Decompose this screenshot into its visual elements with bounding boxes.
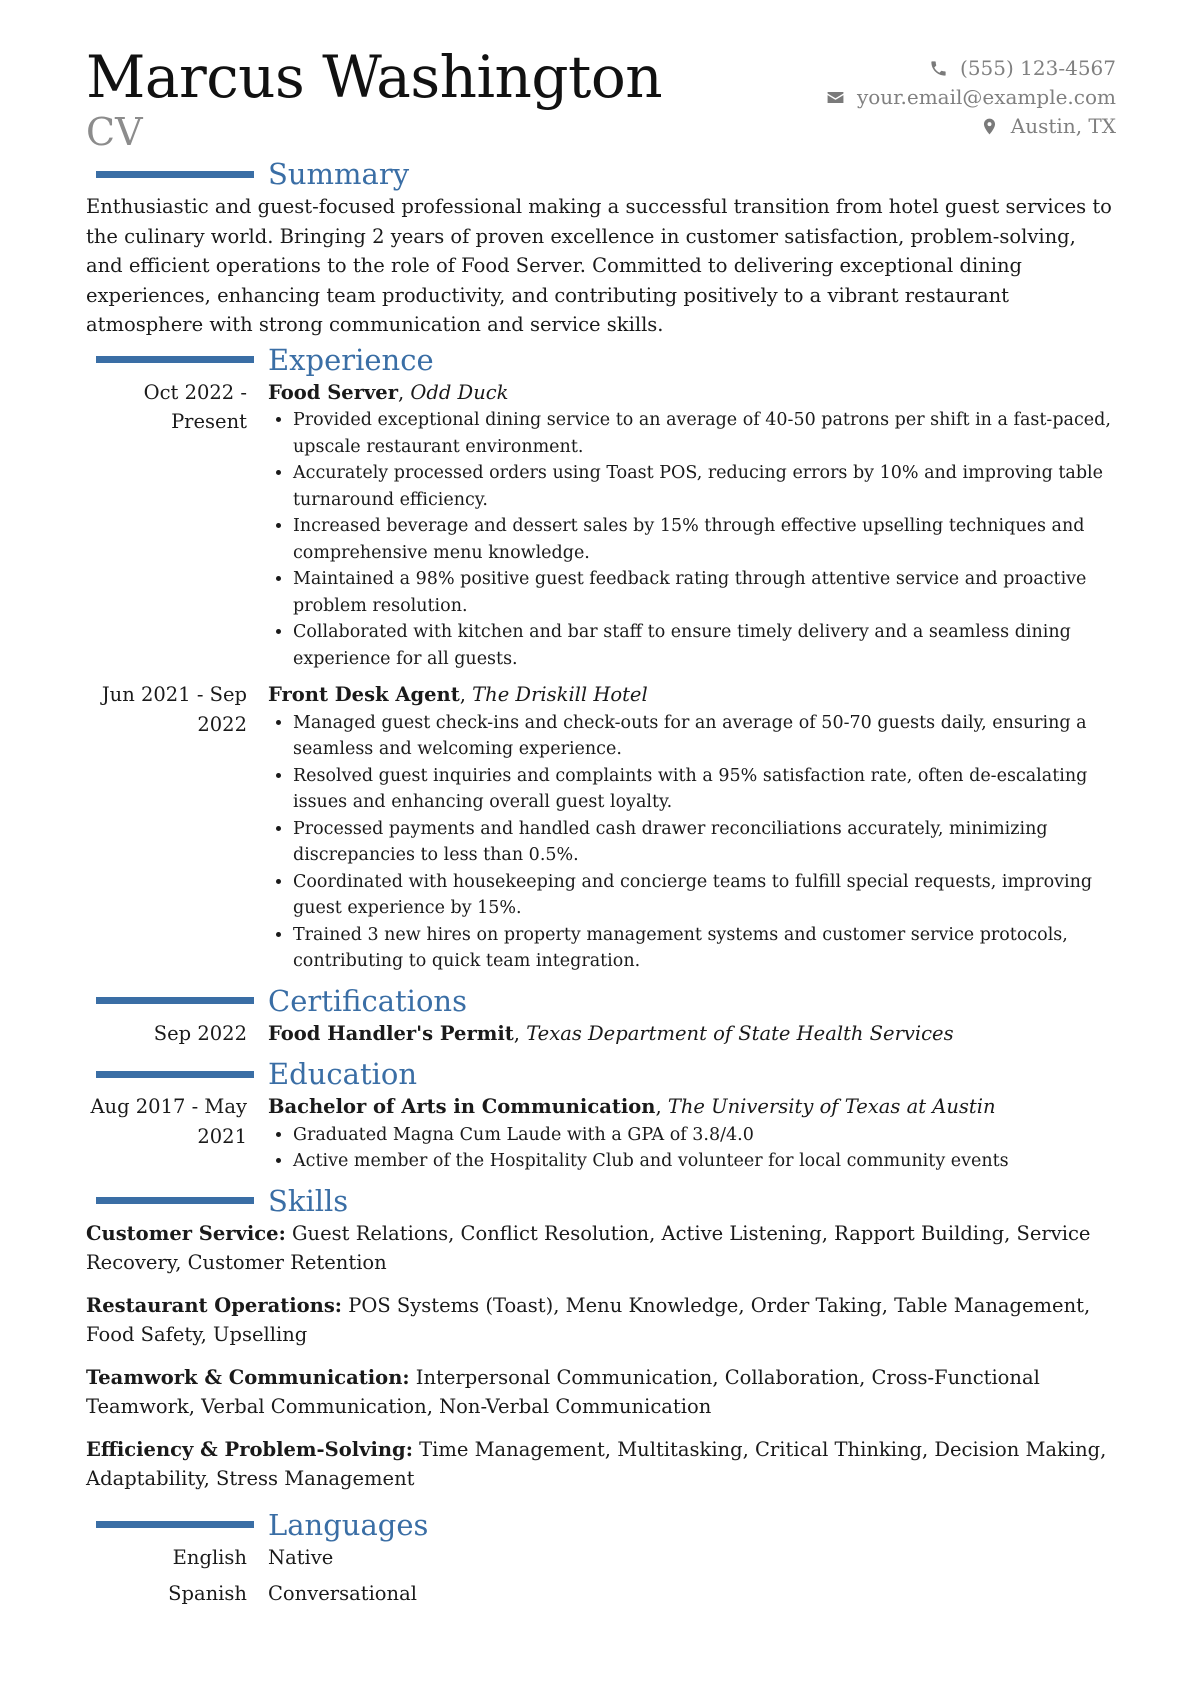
section-title: Experience bbox=[268, 342, 434, 377]
skill-text: Time Management, Multitasking, Critical Thinking, Decision Making, Adaptability, Stress Management bbox=[86, 1437, 1107, 1490]
bullet-item: • Maintained a 98% positive guest feedback rating through attentive service and proactive problem resolution. bbox=[293, 566, 1116, 619]
section-title: Summary bbox=[268, 157, 410, 191]
entry-body bbox=[268, 680, 1116, 975]
section-heading bbox=[86, 983, 1116, 1019]
section-heading bbox=[86, 342, 1116, 378]
skill-label: Efficiency & Problem-Solving: bbox=[86, 1437, 413, 1461]
section-heading bbox=[86, 1183, 1116, 1219]
certification-name: Food Handler's Permit bbox=[268, 1021, 514, 1045]
skill-text: POS Systems (Toast), Menu Knowledge, Order Taking, Table Management, Food Safety, Upselling bbox=[86, 1293, 1091, 1346]
certifications-section bbox=[86, 983, 1116, 1049]
language-row bbox=[86, 1543, 1116, 1573]
education-entry bbox=[86, 1092, 1116, 1175]
entry-body bbox=[268, 378, 1116, 673]
issuer: Texas Department of State Health Services bbox=[526, 1021, 954, 1045]
summary-text: Enthusiastic and guest-focused professional making a successful transition from hotel guest services to the culinary world. Bringing 2 years of proven excellence in customer satisfaction, problem-solving, and efficient operations to the role of Food Server. Committed to delivering exceptional dining experiences, enhancing team productivity, and contributing positively to a vibrant restaurant atmosphere with strong communication and service skills. bbox=[86, 195, 1112, 336]
cv-body bbox=[86, 156, 1116, 1616]
contact-location bbox=[826, 112, 1116, 141]
contact-block bbox=[826, 54, 1116, 141]
experience-entry bbox=[86, 378, 1116, 673]
experience-section bbox=[86, 342, 1116, 975]
employer: The Driskill Hotel bbox=[472, 683, 648, 706]
job-title: Food Server bbox=[268, 380, 398, 404]
skill-group bbox=[86, 1435, 1116, 1494]
section-title: Education bbox=[268, 1057, 418, 1091]
language-level: Native bbox=[268, 1545, 334, 1569]
bullet-list bbox=[268, 710, 1116, 975]
skill-group bbox=[86, 1363, 1116, 1422]
document-subtitle: CV bbox=[86, 110, 143, 154]
bullet-item: • Increased beverage and dessert sales by 15% through effective upselling techniques and comprehensive menu knowledge. bbox=[293, 513, 1116, 566]
language-name: Spanish bbox=[168, 1582, 247, 1605]
bullet-item: • Trained 3 new hires on property management systems and customer service protocols, contributing to quick team integration. bbox=[293, 922, 1116, 975]
degree: Bachelor of Arts in Communication bbox=[268, 1095, 656, 1118]
bullet-item: • Processed payments and handled cash drawer reconciliations accurately, minimizing discrepancies to less than 0.5%. bbox=[293, 816, 1116, 869]
skills-section bbox=[86, 1183, 1116, 1494]
phone-icon bbox=[929, 59, 948, 78]
section-heading bbox=[86, 1056, 1116, 1092]
bullet-item: • Resolved guest inquiries and complaints with a 95% satisfaction rate, often de-escalating issues and enhancing overall guest loyalty. bbox=[293, 763, 1116, 816]
experience-entry bbox=[86, 680, 1116, 975]
section-title: Certifications bbox=[268, 983, 467, 1018]
bullet-item: • Managed guest check-ins and check-outs for an average of 50-70 guests daily, ensuring a seamless and welcoming experience. bbox=[293, 710, 1116, 763]
entry-body bbox=[268, 1092, 1116, 1175]
contact-email[interactable] bbox=[826, 83, 1116, 112]
bullet-item: • Coordinated with housekeeping and concierge teams to fulfill special requests, improving guest experience by 15%. bbox=[293, 869, 1116, 922]
skill-label: Customer Service: bbox=[86, 1221, 286, 1245]
entry-heading: Bachelor of Arts in Communication, The University of Texas at Austin bbox=[268, 1095, 996, 1118]
entry-date: Sep 2022 bbox=[153, 1021, 247, 1045]
entry-heading: Food Handler's Permit, Texas Department of State Health Services bbox=[268, 1021, 954, 1045]
location-text: Austin, TX bbox=[1010, 114, 1116, 138]
entry-heading: Food Server, Odd Duck bbox=[268, 380, 509, 404]
job-title: Front Desk Agent bbox=[268, 683, 460, 706]
section-rule bbox=[96, 1197, 254, 1204]
entry-date: Oct 2022 - Present bbox=[143, 380, 247, 433]
summary-section bbox=[86, 156, 1116, 340]
person-name: Marcus Washington bbox=[86, 43, 663, 111]
section-rule bbox=[96, 1071, 254, 1078]
skill-text: Guest Relations, Conflict Resolution, Active Listening, Rapport Building, Service Recovery, Customer Retention bbox=[86, 1221, 1091, 1274]
education-section bbox=[86, 1056, 1116, 1175]
languages-section bbox=[86, 1507, 1116, 1609]
employer: Odd Duck bbox=[410, 380, 509, 404]
skill-group bbox=[86, 1219, 1116, 1278]
bullet-list bbox=[268, 407, 1116, 672]
entry-body bbox=[268, 1019, 1116, 1049]
school: The University of Texas at Austin bbox=[667, 1095, 996, 1118]
section-rule bbox=[96, 171, 254, 178]
skill-label: Restaurant Operations: bbox=[86, 1293, 343, 1317]
bullet-item: • Accurately processed orders using Toast POS, reducing errors by 10% and improving table turnaround efficiency. bbox=[293, 460, 1116, 513]
section-rule bbox=[96, 1521, 254, 1528]
entry-heading: Front Desk Agent, The Driskill Hotel bbox=[268, 683, 648, 706]
skill-label: Teamwork & Communication: bbox=[86, 1365, 410, 1389]
section-title: Languages bbox=[268, 1507, 429, 1542]
bullet-item: • Active member of the Hospitality Club and volunteer for local community events bbox=[293, 1148, 1116, 1175]
email-address: your.email@example.com bbox=[856, 85, 1116, 109]
bullet-item: • Collaborated with kitchen and bar staff to ensure timely delivery and a seamless dining experience for all guests. bbox=[293, 619, 1116, 672]
language-name: English bbox=[172, 1545, 247, 1569]
section-rule bbox=[96, 997, 254, 1004]
section-heading bbox=[86, 1507, 1116, 1543]
section-heading bbox=[86, 156, 1116, 192]
entry-date: Jun 2021 - Sep 2022 bbox=[101, 683, 247, 736]
entry-date: Aug 2017 - May 2021 bbox=[90, 1095, 247, 1148]
cv-header bbox=[86, 44, 1116, 164]
phone-number: (555) 123-4567 bbox=[960, 56, 1116, 80]
map-pin-icon bbox=[980, 117, 999, 136]
envelope-icon bbox=[826, 88, 845, 107]
language-row bbox=[86, 1579, 1116, 1609]
bullet-item: • Graduated Magna Cum Laude with a GPA of 3.8/4.0 bbox=[293, 1122, 1116, 1149]
skill-group bbox=[86, 1291, 1116, 1350]
section-title: Skills bbox=[268, 1183, 349, 1218]
bullet-list bbox=[268, 1122, 1116, 1175]
contact-phone[interactable] bbox=[826, 54, 1116, 83]
language-level: Conversational bbox=[268, 1582, 417, 1605]
certification-entry bbox=[86, 1019, 1116, 1049]
skill-text: Interpersonal Communication, Collaboration, Cross-Functional Teamwork, Verbal Communication, Non-Verbal Communication bbox=[86, 1365, 1040, 1418]
section-rule bbox=[96, 356, 254, 363]
bullet-item: • Provided exceptional dining service to an average of 40-50 patrons per shift in a fast-paced, upscale restaurant environment. bbox=[293, 407, 1116, 460]
